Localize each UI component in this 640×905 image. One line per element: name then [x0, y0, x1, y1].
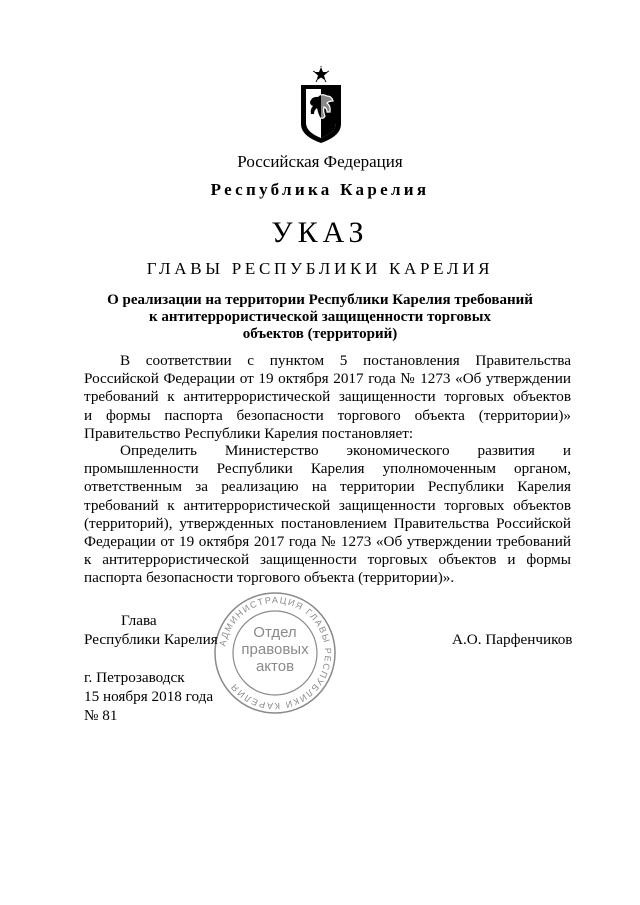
paragraph-line: паспорта безопасности торгового объекта (территории)».	[84, 569, 455, 587]
document-number: № 81	[84, 707, 118, 724]
paragraph-line: требований к антитеррористической защищенности торговых объектов	[84, 496, 571, 514]
signatory-title-line-1: Глава	[121, 612, 157, 629]
signatory-name: А.О. Парфенчиков	[452, 631, 573, 648]
paragraph-1	[84, 352, 571, 443]
paragraph-line: ответственным за реализацию на территории Республики Карелия	[84, 478, 571, 496]
stamp-line-2: правовых	[241, 641, 309, 658]
document-title-line-3: объектов (территорий)	[242, 326, 398, 342]
signatory-title-line-2: Республики Карелия	[84, 631, 218, 648]
paragraph-line: (территорий), утвержденных постановлением Правительства Российской	[84, 514, 571, 532]
document-title-line-2: к антитеррористической защищенности торговых	[149, 309, 491, 325]
issue-city: г. Петрозаводск	[84, 669, 185, 686]
country-name: Российская Федерация	[237, 152, 403, 171]
coat-of-arms-icon	[296, 66, 346, 144]
paragraph-line: Федерации от 19 октября 2017 года № 1273 «Об утверждении требований	[84, 532, 571, 550]
stamp-line-1: Отдел	[253, 624, 297, 641]
paragraph-line: Правительство Республики Карелия постановляет:	[84, 424, 414, 442]
paragraph-line: требований к антитеррористической защищенности торговых объектов	[84, 388, 571, 406]
paragraph-line: и формы паспорта безопасности торгового объекта (территории)»	[84, 406, 571, 424]
issue-date: 15 ноября 2018 года	[84, 688, 214, 705]
stamp-line-3: актов	[255, 658, 295, 675]
issuer: ГЛАВЫ РЕСПУБЛИКИ КАРЕЛИЯ	[146, 259, 494, 278]
official-stamp	[212, 590, 338, 716]
document-type: УКАЗ	[271, 216, 369, 249]
paragraph-line: промышленности Республики Карелия уполномоченным органом,	[84, 460, 571, 478]
paragraph-line: к антитеррористической защищенности торговых объектов и формы	[84, 551, 571, 569]
stamp-ring-text: АДМИНИСТРАЦИЯ ГЛАВЫ РЕСПУБЛИКИ КАРЕЛИЯ	[217, 594, 334, 712]
paragraph-2	[84, 442, 571, 588]
paragraph-line: Российской Федерации от 19 октября 2017 года № 1273 «Об утверждении	[84, 370, 571, 388]
paragraph-line: Определить Министерство экономического развития и	[120, 442, 571, 459]
document-title-line-1: О реализации на территории Республики Карелия требований	[107, 292, 533, 308]
paragraph-line: В соответствии с пунктом 5 постановления Правительства	[120, 352, 571, 369]
republic-name: Республика Карелия	[210, 180, 430, 199]
